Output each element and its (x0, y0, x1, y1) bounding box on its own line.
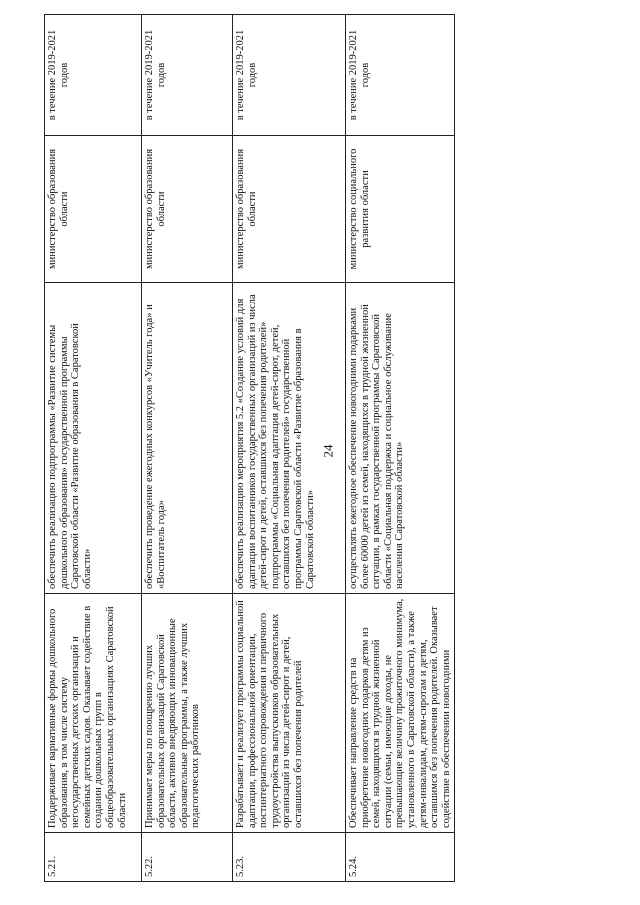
measure-cell: Разрабатывает и реализует программы социальной адаптации, профессиональной ориентации, постинтернатного сопровождения и первичного трудоустройства выпускников образовательных организаций из числа детей-сирот и детей, оставшихся без попечения родителей (233, 594, 346, 833)
responsible-cell: министерство образования области (142, 136, 233, 283)
measure-cell: Поддерживает вариативные формы дошкольного образования, в том числе систему негосударственных детских организаций и семейных детских садов. Оказывает содействие в создании дошкольных групп в общеобразовательных организациях Саратовской области (45, 594, 142, 833)
action-cell: обеспечить проведение ежегодных конкурсов «Учитель года» и «Воспитатель года» (142, 283, 233, 594)
table-row (233, 15, 346, 882)
table-wrapper (44, 26, 452, 882)
action-cell: осуществлять ежегодное обеспечение новогодними подарками более 60000 детей из семей, находящихся в трудной жизненной ситуации, в рамках государственной программы Саратовской области «Социальная поддержка и социальное обслуживание населения Саратовской области» (346, 283, 455, 594)
action-cell: обеспечить реализацию мероприятия 5.2 «Создание условий для адаптации воспитанников государственных организаций из числа детей-сирот и детей, оставшихся без попечения родителей» подпрограммы «Социальная адаптация детей-сирот, детей, оставшихся без попечения родителей» государственной программы Саратовской области «Развитие образования в Саратовской области» (233, 283, 346, 594)
row-number-cell: 5.24. (346, 833, 455, 882)
term-cell: в течение 2019-2021 годов (45, 15, 142, 136)
term-cell: в течение 2019-2021 годов (142, 15, 233, 136)
term-cell: в течение 2019-2021 годов (346, 15, 455, 136)
term-cell: в течение 2019-2021 годов (233, 15, 346, 136)
responsible-cell: министерство образования области (45, 136, 142, 283)
row-number-cell: 5.21. (45, 833, 142, 882)
responsible-cell: министерство образования области (233, 136, 346, 283)
table-row (346, 15, 455, 882)
measure-cell: Принимает меры по поощрению лучших образовательных организаций Саратовской области, активно внедряющих инновационные образовательные программы, а также лучших педагогических работников (142, 594, 233, 833)
row-number-cell: 5.23. (233, 833, 346, 882)
measure-cell: Обеспечивает направление средств на приобретение новогодних подарков детям из семей, находящихся в трудной жизненной ситуации (семьи, имеющие доходы, не превышающие величину прожиточного минимума, установленного в Саратовской области), а также детям-инвалидам, детям-сиротам и детям, оставшимся без попечения родителей. Оказывает содействие в обеспечении новогодними (346, 594, 455, 833)
action-cell: обеспечить реализацию подпрограммы «Развитие системы дошкольного образования» государственной программы Саратовской области «Развитие образования в Саратовской области» (45, 283, 142, 594)
responsible-cell: министерство социального развития области (346, 136, 455, 283)
rotated-table-container (44, 26, 452, 882)
measures-table (44, 14, 455, 882)
row-number-cell: 5.22. (142, 833, 233, 882)
table-row (45, 15, 142, 882)
table-row (142, 15, 233, 882)
page-number: 24 (320, 444, 336, 458)
